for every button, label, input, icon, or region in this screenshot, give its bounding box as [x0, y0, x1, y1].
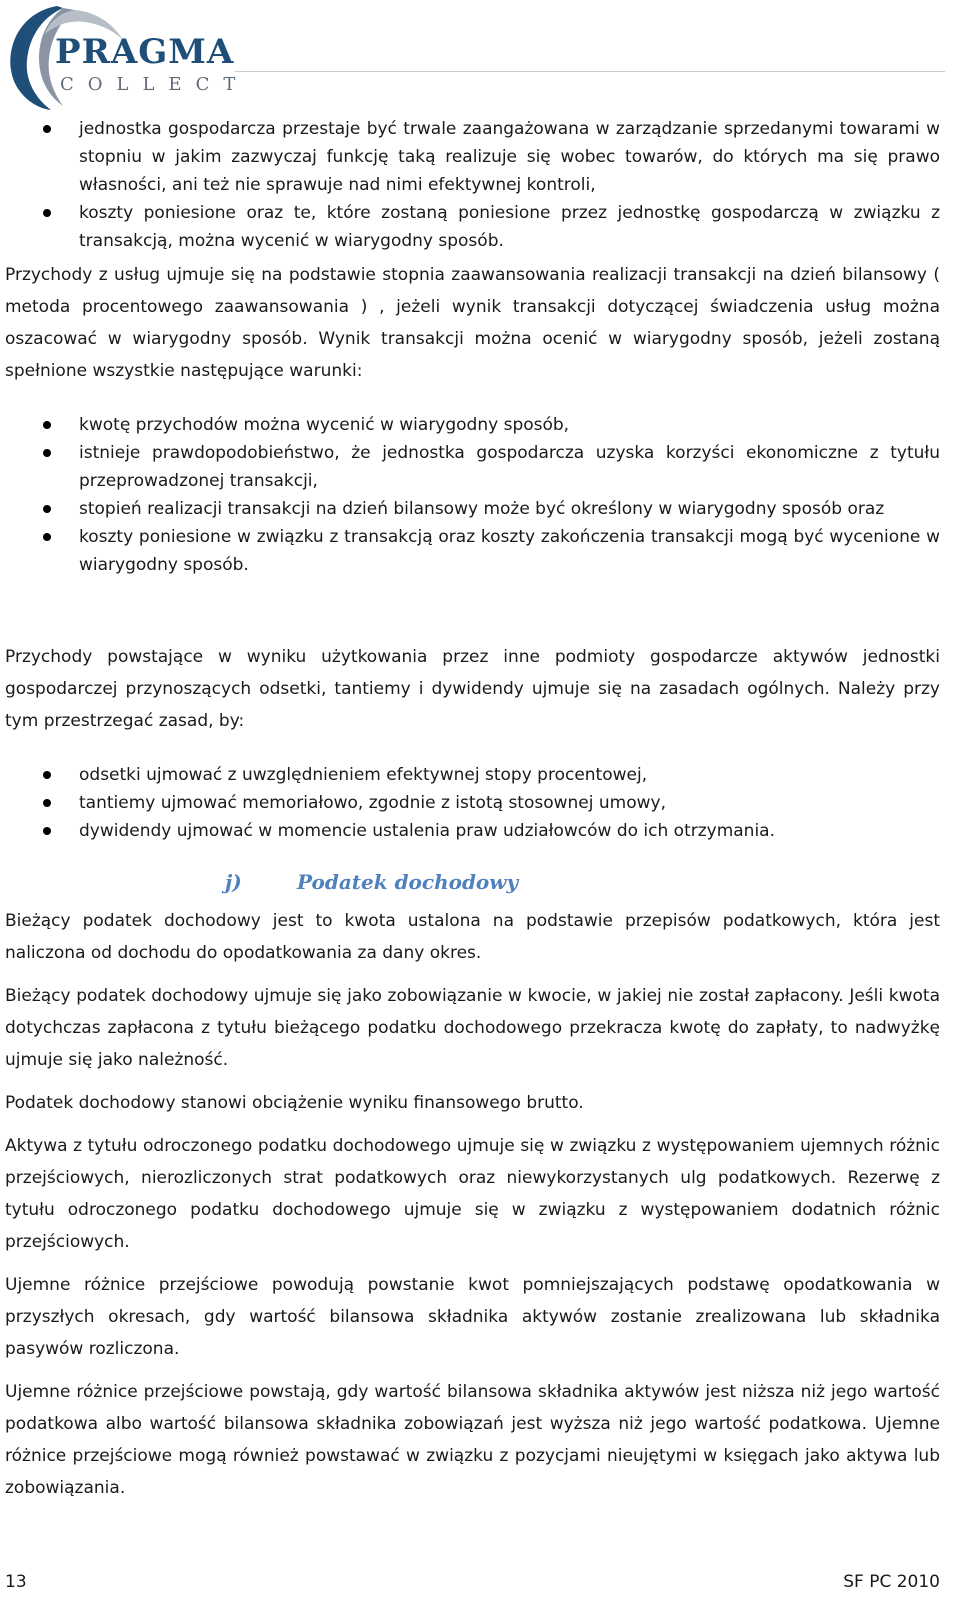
section-number: j) — [225, 870, 242, 894]
bullet-icon — [43, 827, 51, 835]
page-number: 13 — [5, 1572, 27, 1592]
logo-wordmark: PRAGMA — [55, 32, 235, 72]
page-header — [0, 0, 960, 112]
bullet-icon — [43, 449, 51, 457]
bullet-icon — [43, 505, 51, 513]
paragraph: Ujemne różnice przejściowe powstają, gdy wartość bilansowa składnika aktywów jest niższa niż jego wartość podatkowa albo wartość bilansowa składnika zobowiązań jest wyższa niż jego wartość podatkowa. Ujemne różnice przejściowe mogą również powstawać w związku z pozycjami nieujętymi w księgach jako aktywa lub zobowiązania. — [5, 1382, 940, 1498]
bullet-icon — [43, 533, 51, 541]
paragraph: Podatek dochodowy stanowi obciążenie wyniku finansowego brutto. — [5, 1093, 584, 1113]
document-body — [5, 115, 940, 1504]
logo-subtitle: COLLECT — [60, 74, 250, 95]
list-item: dywidendy ujmować w momencie ustalenia praw udziałowców do ich otrzymania. — [5, 817, 940, 845]
paragraph: Bieżący podatek dochodowy ujmuje się jako zobowiązanie w kwocie, w jakiej nie został zapłacony. Jeśli kwota dotychczas zapłacona z tytułu bieżącego podatku dochodowego przekracza kwotę do zapłaty, to nadwyżkę ujmuje się jako należność. — [5, 986, 940, 1070]
list-item: istnieje prawdopodobieństwo, że jednostka gospodarcza uzyska korzyści ekonomiczne z tytułu przeprowadzonej transakcji, — [5, 439, 940, 495]
list-item: kwotę przychodów można wycenić w wiarygodny sposób, — [5, 411, 940, 439]
paragraph: Ujemne różnice przejściowe powodują powstanie kwot pomniejszających podstawę opodatkowania w przyszłych okresach, gdy wartość bilansowa składnika aktywów zostanie zrealizowana lub składnika pasywów rozliczona. — [5, 1275, 940, 1359]
list-item: stopień realizacji transakcji na dzień bilansowy może być określony w wiarygodny sposób oraz — [5, 495, 940, 523]
bullet-icon — [43, 125, 51, 133]
paragraph: Aktywa z tytułu odroczonego podatku dochodowego ujmuje się w związku z występowaniem ujemnych różnic przejściowych, nierozliczonych strat podatkowych oraz niewykorzystanych ulg podatkowych. Rezerwę z tytułu odroczonego podatku dochodowego ujmuje się w związku z występowaniem dodatnich różnic przejściowych. — [5, 1136, 940, 1252]
list-item: jednostka gospodarcza przestaje być trwale zaangażowana w zarządzanie sprzedanymi towarami w stopniu w jakim zazwyczaj funkcję taką realizuje się wobec towarów, do których ma się prawo własności, ani też nie sprawuje nad nimi efektywnej kontroli, — [5, 115, 940, 199]
bullet-list-conditions — [5, 411, 940, 579]
paragraph: Bieżący podatek dochodowy jest to kwota ustalona na podstawie przepisów podatkowych, która jest naliczona od dochodu do opodatkowania za dany okres. — [5, 911, 940, 963]
document-id: SF PC 2010 — [843, 1572, 940, 1592]
list-item: koszty poniesione oraz te, które zostaną poniesione przez jednostkę gospodarczą w związku z transakcją, można wycenić w wiarygodny sposób. — [5, 199, 940, 255]
bullet-icon — [43, 209, 51, 217]
bullet-list-interest-royalties — [5, 761, 940, 845]
bullet-icon — [43, 421, 51, 429]
paragraph-other-revenue: Przychody powstające w wyniku użytkowania przez inne podmioty gospodarcze aktywów jednostki gospodarczej przynoszących odsetki, tantiemy i dywidendy ujmuje się na zasadach ogólnych. Należy przy tym przestrzegać zasad, by: — [5, 647, 940, 731]
header-divider — [235, 71, 945, 72]
section-heading — [5, 867, 940, 901]
bullet-icon — [43, 771, 51, 779]
bullet-list-recognition — [5, 115, 940, 255]
list-item: odsetki ujmować z uwzględnieniem efektywnej stopy procentowej, — [5, 761, 940, 789]
list-item: koszty poniesione w związku z transakcją oraz koszty zakończenia transakcji mogą być wycenione w wiarygodny sposób. — [5, 523, 940, 579]
paragraph-services-revenue: Przychody z usług ujmuje się na podstawie stopnia zaawansowania realizacji transakcji na dzień bilansowy ( metoda procentowego zaawansowania ) , jeżeli wynik transakcji dotyczącej świadczenia usług można oszacować w wiarygodny sposób. Wynik transakcji można ocenić w wiarygodny sposób, jeżeli zostaną spełnione wszystkie następujące warunki: — [5, 265, 940, 381]
bullet-icon — [43, 799, 51, 807]
pragma-collect-logo — [5, 0, 250, 112]
section-title: Podatek dochodowy — [297, 870, 519, 894]
list-item: tantiemy ujmować memoriałowo, zgodnie z istotą stosownej umowy, — [5, 789, 940, 817]
